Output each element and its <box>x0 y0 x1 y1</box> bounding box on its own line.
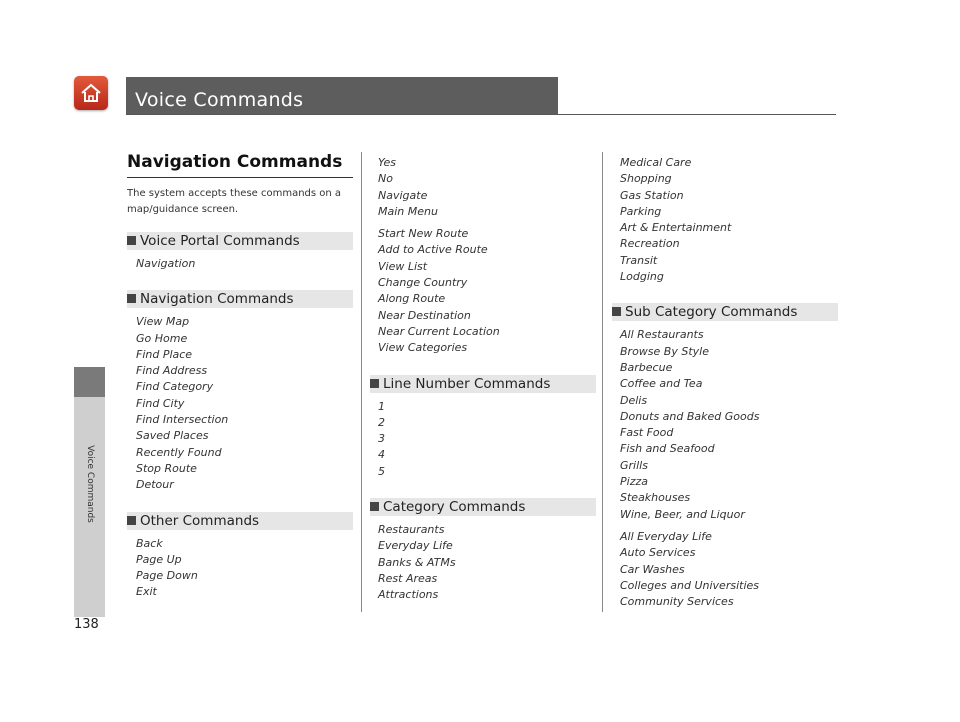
list-item: Find Address <box>136 364 208 378</box>
subsection-title: Sub Category Commands <box>625 304 798 321</box>
subsection-header <box>370 498 596 516</box>
list-item: Parking <box>620 204 662 218</box>
square-bullet-icon <box>127 236 136 245</box>
list-item: 1 <box>378 399 385 413</box>
list-item: Navigation <box>136 257 196 270</box>
list-item: View List <box>378 259 428 273</box>
list-item: Donuts and Baked Goods <box>620 409 760 423</box>
list-item: Navigate <box>378 188 428 202</box>
list-item: Go Home <box>136 331 188 345</box>
list-item: Page Down <box>136 569 198 583</box>
command-list <box>127 314 353 493</box>
list-item: Exit <box>136 585 157 599</box>
subsection-title: Category Commands <box>383 499 526 516</box>
list-item: Steakhouses <box>620 491 691 505</box>
list-item: Near Current Location <box>378 324 500 338</box>
list-item: Page Up <box>136 552 182 566</box>
list-item: Recreation <box>620 237 680 251</box>
intro-description: The system accepts these commands on a map/guidance screen. <box>127 188 342 215</box>
list-item: Colleges and Universities <box>620 578 759 592</box>
list-item: Gas Station <box>620 188 684 202</box>
command-list <box>370 399 596 480</box>
home-button[interactable] <box>74 76 108 110</box>
side-tab-marker <box>74 367 105 397</box>
side-tab-label: Voice Commands <box>85 445 95 523</box>
command-list <box>127 256 353 272</box>
list-item: Coffee and Tea <box>620 377 703 391</box>
list-item: Change Country <box>378 276 468 290</box>
list-item: Rest Areas <box>378 571 438 585</box>
square-bullet-icon <box>370 502 379 511</box>
subsection-header <box>127 512 353 530</box>
list-item: All Everyday Life <box>620 529 712 543</box>
command-list <box>370 155 596 220</box>
square-bullet-icon <box>370 379 379 388</box>
list-item: Yes <box>378 156 397 169</box>
list-item: Everyday Life <box>378 539 453 553</box>
home-icon <box>80 82 102 104</box>
list-item: Find Intersection <box>136 413 229 427</box>
subsection-header <box>370 375 596 393</box>
column-divider <box>361 152 362 612</box>
list-item: Community Services <box>620 595 734 609</box>
list-item: Restaurants <box>378 523 445 537</box>
list-item: Transit <box>620 253 658 267</box>
list-item: Main Menu <box>378 204 438 218</box>
list-item: Recently Found <box>136 445 222 459</box>
list-item: No <box>378 172 393 186</box>
list-item: 3 <box>378 432 385 446</box>
list-item: Find Category <box>136 380 214 394</box>
page-title-bar <box>126 77 558 114</box>
subsection-title: Line Number Commands <box>383 375 551 392</box>
list-item: Add to Active Route <box>378 243 488 257</box>
list-item: Banks & ATMs <box>378 555 456 569</box>
column-1 <box>127 150 353 619</box>
square-bullet-icon <box>127 516 136 525</box>
command-list <box>612 155 838 285</box>
subsection-title: Other Commands <box>140 512 260 529</box>
command-list <box>370 226 596 356</box>
list-item: View Categories <box>378 341 468 355</box>
list-item: Along Route <box>378 292 446 306</box>
list-item: Browse By Style <box>620 344 709 358</box>
list-item: Detour <box>136 478 174 492</box>
square-bullet-icon <box>127 294 136 303</box>
list-item: 4 <box>378 448 385 462</box>
list-item: Stop Route <box>136 461 197 475</box>
list-item: Shopping <box>620 172 672 186</box>
list-item: Car Washes <box>620 562 685 576</box>
list-item: Auto Services <box>620 546 696 560</box>
subsection-header <box>612 303 838 321</box>
list-item: Grills <box>620 458 648 472</box>
command-list <box>612 327 838 523</box>
list-item: All Restaurants <box>620 328 704 342</box>
column-3 <box>612 155 838 628</box>
list-item: 2 <box>378 415 385 429</box>
command-list <box>370 522 596 603</box>
list-item: Find Place <box>136 347 193 361</box>
list-item: Fish and Seafood <box>620 442 715 456</box>
list-item: Find City <box>136 396 185 410</box>
list-item: Attractions <box>378 588 439 602</box>
list-item: Medical Care <box>620 156 692 169</box>
list-item: Fast Food <box>620 426 674 440</box>
list-item: Saved Places <box>136 429 209 443</box>
list-item: Barbecue <box>620 360 673 374</box>
list-item: 5 <box>378 464 385 478</box>
column-2 <box>370 155 596 622</box>
command-list <box>612 529 838 610</box>
title-divider <box>126 114 836 115</box>
subsection-title: Voice Portal Commands <box>140 233 300 249</box>
section-heading: Navigation Commands <box>127 152 343 172</box>
square-bullet-icon <box>612 307 621 316</box>
list-item: Delis <box>620 393 648 407</box>
list-item: Art & Entertainment <box>620 221 732 235</box>
page-number: 138 <box>74 617 99 632</box>
subsection-header <box>127 290 353 308</box>
heading-divider <box>127 177 353 178</box>
list-item: Start New Route <box>378 227 469 241</box>
list-item: Pizza <box>620 475 648 489</box>
subsection-header <box>127 232 353 250</box>
page-title: Voice Commands <box>135 89 304 111</box>
column-divider <box>602 152 603 612</box>
list-item: Back <box>136 536 163 550</box>
list-item: Wine, Beer, and Liquor <box>620 507 745 521</box>
list-item: Lodging <box>620 270 664 284</box>
subsection-title: Navigation Commands <box>140 291 294 308</box>
command-list <box>127 536 353 601</box>
list-item: Near Destination <box>378 308 471 322</box>
list-item: View Map <box>136 315 190 329</box>
